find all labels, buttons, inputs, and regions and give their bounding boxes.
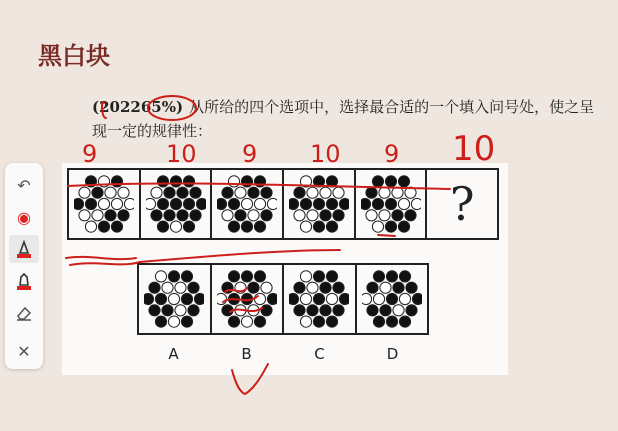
dot [176, 210, 187, 221]
option-label-a: A [168, 345, 179, 363]
dot [248, 282, 259, 293]
dot [313, 198, 324, 209]
question-rate: 65%) [140, 98, 184, 116]
question-text [92, 95, 602, 143]
dot [313, 176, 324, 187]
dot [313, 221, 324, 232]
option-label-c: C [314, 345, 325, 363]
dot [235, 282, 246, 293]
dot [235, 210, 246, 221]
sequence-cell-2 [141, 170, 213, 238]
dot [217, 198, 227, 209]
option-label-d: D [386, 345, 399, 363]
dot [255, 221, 266, 232]
puzzle-figure [62, 163, 508, 375]
highlighter-icon[interactable] [9, 267, 39, 295]
dot [333, 282, 344, 293]
option-label-b: B [241, 345, 252, 363]
dot [362, 293, 372, 304]
option-c-cell[interactable] [284, 265, 357, 333]
dot [195, 293, 205, 304]
dot [406, 282, 417, 293]
dot [307, 187, 318, 198]
option-a-pattern [144, 269, 204, 329]
dot [361, 198, 371, 209]
dot [105, 187, 116, 198]
slide-title: 黑白块 [38, 42, 110, 70]
count-label-5: 9 [384, 140, 400, 168]
dot [146, 198, 156, 209]
dot [261, 187, 272, 198]
dot [386, 293, 397, 304]
count-label-6: 10 [452, 129, 496, 169]
dot [92, 210, 103, 221]
option-c-pattern [289, 269, 349, 329]
dot [170, 198, 181, 209]
dot [183, 176, 194, 187]
dot [255, 176, 266, 187]
dot [150, 187, 161, 198]
dot [229, 221, 240, 232]
sequence-cell-5 [356, 170, 428, 238]
count-label-3: 9 [242, 140, 258, 168]
dot [378, 210, 389, 221]
dot [326, 221, 337, 232]
laser-pointer-icon[interactable]: ◉ [17, 207, 31, 227]
dot [162, 305, 173, 316]
dot [320, 187, 331, 198]
dot [182, 271, 193, 282]
dot [242, 176, 253, 187]
dot [307, 210, 318, 221]
dot [149, 282, 160, 293]
dot [85, 198, 96, 209]
dot [294, 210, 305, 221]
count-label-4: 10 [310, 140, 341, 168]
dot [79, 210, 90, 221]
dot [242, 198, 253, 209]
dot [294, 282, 305, 293]
dot [183, 198, 194, 209]
dot [373, 316, 384, 327]
dot [222, 210, 233, 221]
dot [74, 198, 84, 209]
dot [314, 293, 325, 304]
dot-pattern-1 [74, 174, 134, 234]
option-d-pattern [362, 269, 422, 329]
sequence-cell-1 [69, 170, 141, 238]
highlighter-icon-glyph [15, 271, 33, 291]
dot [365, 187, 376, 198]
dot [294, 187, 305, 198]
dot [98, 221, 109, 232]
count-label-2: 10 [166, 140, 197, 168]
pen-icon-glyph [15, 239, 33, 259]
dot [182, 316, 193, 327]
sequence-cell-3 [212, 170, 284, 238]
dot [241, 316, 252, 327]
dot [326, 176, 337, 187]
dot [254, 316, 265, 327]
dot [183, 221, 194, 232]
dot [156, 293, 167, 304]
dot [289, 198, 299, 209]
dot [189, 210, 200, 221]
dot [385, 176, 396, 187]
dot [150, 210, 161, 221]
dot [222, 187, 233, 198]
dot [248, 305, 259, 316]
dot [307, 305, 318, 316]
dot [399, 293, 410, 304]
dot [118, 187, 129, 198]
dot [333, 187, 344, 198]
dot [235, 187, 246, 198]
dot [393, 305, 404, 316]
dot [156, 271, 167, 282]
dot [157, 221, 168, 232]
dot [314, 271, 325, 282]
dot [92, 187, 103, 198]
dot [169, 271, 180, 282]
dot [188, 305, 199, 316]
dot [222, 305, 233, 316]
dot [169, 293, 180, 304]
dot [217, 293, 227, 304]
dot [163, 187, 174, 198]
dot [380, 282, 391, 293]
dot [111, 221, 122, 232]
dot [98, 176, 109, 187]
dot [300, 221, 311, 232]
dot [261, 210, 272, 221]
dot [188, 282, 199, 293]
eraser-icon[interactable] [9, 299, 39, 327]
dot [268, 198, 278, 209]
sequence-cell-question [427, 170, 497, 238]
dot [85, 221, 96, 232]
dot-pattern-5 [361, 174, 421, 234]
dot [176, 187, 187, 198]
dot [333, 305, 344, 316]
dot [175, 282, 186, 293]
dot [222, 282, 233, 293]
option-b-cell[interactable] [212, 265, 285, 333]
dot [241, 293, 252, 304]
dot [175, 305, 186, 316]
dot [242, 221, 253, 232]
dot [170, 221, 181, 232]
dot [124, 198, 134, 209]
dot [386, 271, 397, 282]
dot [399, 316, 410, 327]
dot [404, 187, 415, 198]
dot [289, 293, 299, 304]
option-a-cell[interactable] [139, 265, 212, 333]
dot [391, 187, 402, 198]
question-body: 从所给的四个选项中，选择最合适的一个填入问号处，使之呈现一定的规律性： [92, 98, 595, 140]
dot [367, 282, 378, 293]
dot [300, 176, 311, 187]
dot [196, 198, 206, 209]
dot-pattern-4 [289, 174, 349, 234]
dot [182, 293, 193, 304]
dot [365, 210, 376, 221]
dot [339, 198, 349, 209]
dot [228, 271, 239, 282]
option-b-pattern [217, 269, 277, 329]
dot [156, 316, 167, 327]
pen-icon[interactable] [9, 235, 39, 263]
dot [261, 282, 272, 293]
dot [300, 198, 311, 209]
question-mark: ? [449, 177, 475, 231]
dot [393, 282, 404, 293]
dot [404, 210, 415, 221]
answer-options [137, 263, 429, 335]
dot [255, 198, 266, 209]
dot [169, 316, 180, 327]
dot [326, 198, 337, 209]
dot [105, 210, 116, 221]
dot [248, 210, 259, 221]
dot [248, 187, 259, 198]
question-year: (2022 [92, 98, 141, 116]
dot [340, 293, 350, 304]
dot [149, 305, 160, 316]
dot [254, 271, 265, 282]
dot [228, 316, 239, 327]
dot [367, 305, 378, 316]
dot [320, 305, 331, 316]
dot [118, 210, 129, 221]
dot [189, 187, 200, 198]
dot [398, 176, 409, 187]
dot [241, 271, 252, 282]
dot [378, 187, 389, 198]
dot [412, 293, 422, 304]
dot [157, 176, 168, 187]
dot [228, 293, 239, 304]
dot [373, 293, 384, 304]
count-label-1: 9 [82, 140, 98, 168]
puzzle-sequence [67, 168, 499, 240]
option-d-cell[interactable] [357, 265, 428, 333]
dot [111, 176, 122, 187]
dot [267, 293, 277, 304]
dot [320, 210, 331, 221]
dot [314, 316, 325, 327]
dot [327, 293, 338, 304]
dot [235, 305, 246, 316]
dot [327, 271, 338, 282]
dot [98, 198, 109, 209]
dot [380, 305, 391, 316]
undo-icon[interactable]: ↶ [17, 175, 31, 195]
dot [229, 198, 240, 209]
dot [157, 198, 168, 209]
dot [411, 198, 421, 209]
dot [372, 198, 383, 209]
dot [163, 210, 174, 221]
sequence-cell-4 [284, 170, 356, 238]
dot [301, 271, 312, 282]
dot [398, 221, 409, 232]
close-icon[interactable]: ✕ [17, 341, 31, 361]
dot [307, 282, 318, 293]
dot [333, 210, 344, 221]
dot [391, 210, 402, 221]
dot-pattern-2 [146, 174, 206, 234]
dot [229, 176, 240, 187]
dot-pattern-3 [217, 174, 277, 234]
dot [162, 282, 173, 293]
dot [372, 221, 383, 232]
dot [398, 198, 409, 209]
dot [144, 293, 154, 304]
dot [372, 176, 383, 187]
dot [301, 293, 312, 304]
dot [261, 305, 272, 316]
dot [406, 305, 417, 316]
dot [385, 221, 396, 232]
dot [373, 271, 384, 282]
dot [399, 271, 410, 282]
dot [254, 293, 265, 304]
dot [294, 305, 305, 316]
dot [170, 176, 181, 187]
dot [327, 316, 338, 327]
dot [85, 176, 96, 187]
annotation-toolbar [5, 163, 43, 369]
dot [320, 282, 331, 293]
dot [385, 198, 396, 209]
dot [111, 198, 122, 209]
dot [386, 316, 397, 327]
dot [79, 187, 90, 198]
eraser-icon-glyph [15, 304, 33, 322]
dot [301, 316, 312, 327]
